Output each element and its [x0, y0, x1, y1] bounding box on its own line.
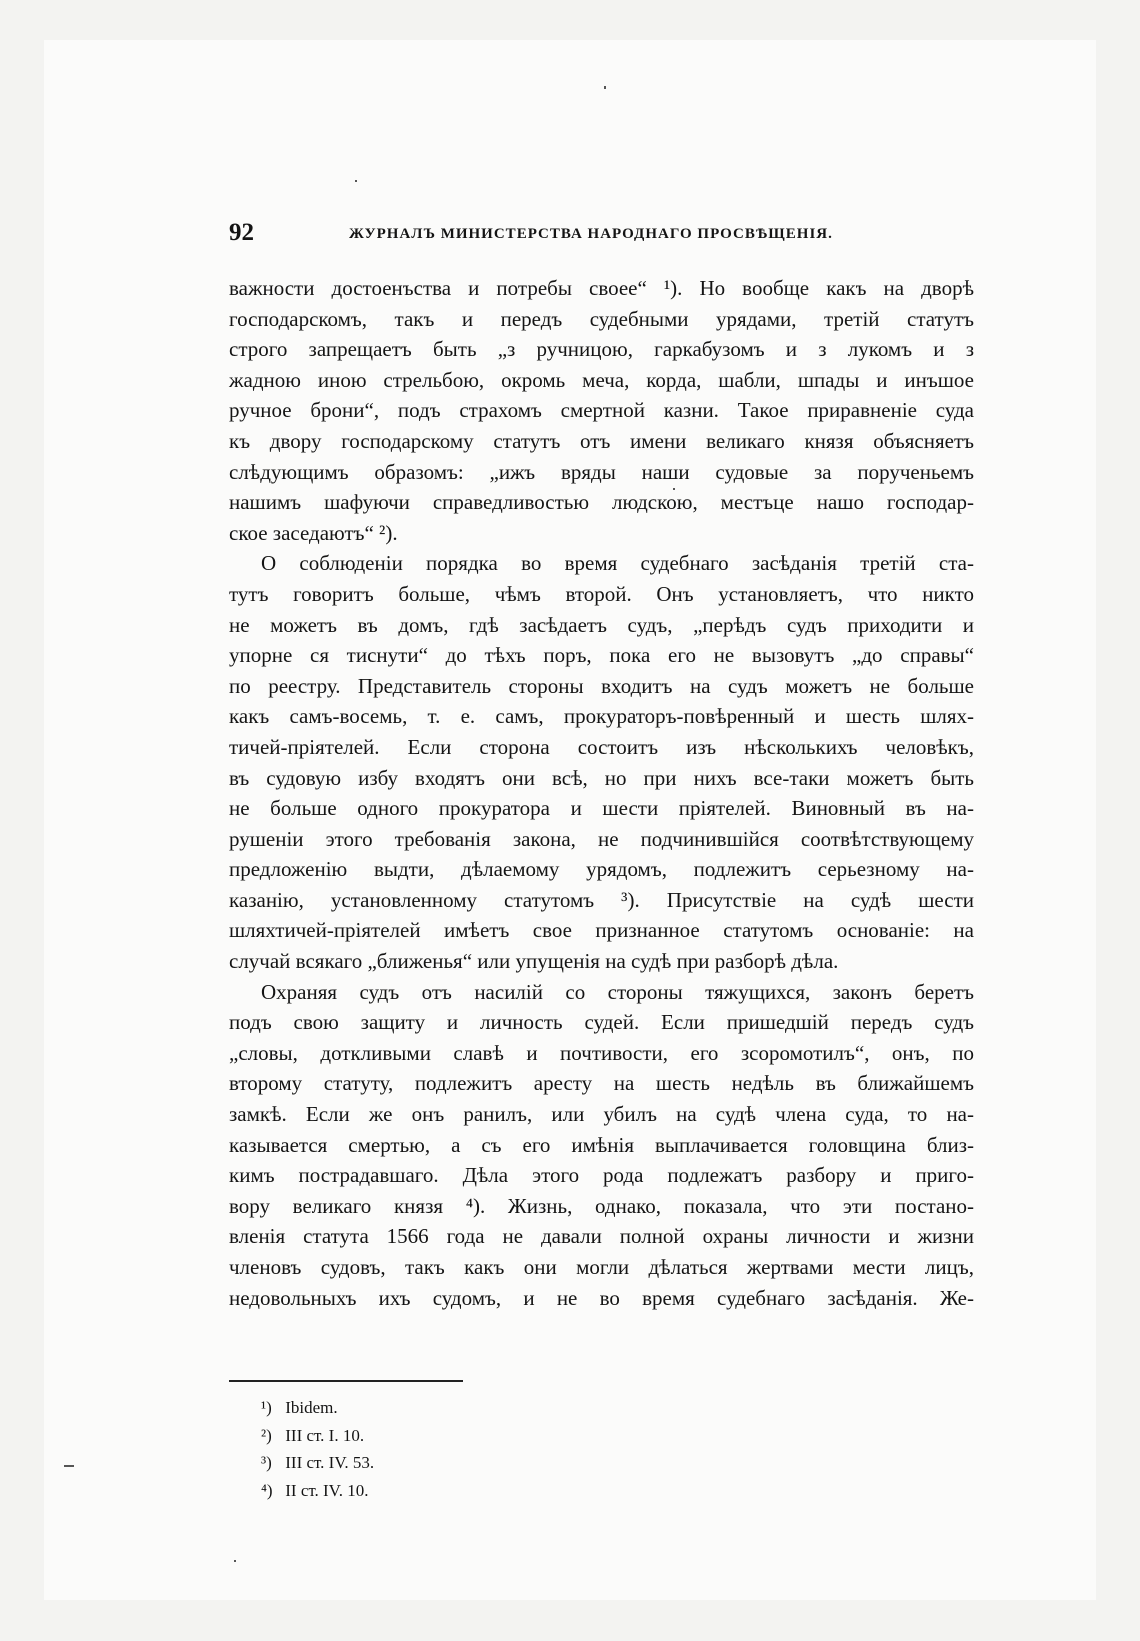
footnote-item — [261, 1394, 374, 1422]
text-line: рушеніи этого требованія закона, не подчинившійся соотвѣтствующему — [229, 826, 974, 851]
text-line: шляхтичей-пріятелей имѣетъ свое признанное статутомъ основаніе: на — [229, 918, 974, 943]
text-line: господарскомъ, такъ и передъ судебными урядами, третій статутъ — [229, 306, 974, 331]
page-header — [229, 218, 974, 254]
footnote-text: III ст. I. 10. — [285, 1425, 365, 1445]
text-line: тичей-пріятелей. Если сторона состоитъ изъ нѣсколькихъ человѣкъ, — [229, 734, 974, 759]
footnote-text: II ст. IV. 10. — [285, 1480, 369, 1500]
text-line: второму статуту, подлежитъ аресту на шесть недѣль въ ближайшемъ — [229, 1071, 974, 1096]
footnote-divider — [229, 1380, 463, 1382]
footnote-item — [261, 1477, 374, 1505]
footnotes — [261, 1394, 374, 1504]
footnote-text: Ibidem. — [285, 1398, 338, 1417]
text-line: къ двору господарскому статутъ отъ имени великаго князя объясняетъ — [229, 428, 974, 453]
footnote-mark: ³) — [261, 1453, 272, 1472]
text-line: какъ самъ-восемь, т. е. самъ, прокураторъ-повѣренный и шесть шлях- — [229, 704, 974, 729]
footnote-mark: ⁴) — [261, 1480, 273, 1500]
body-text — [229, 273, 974, 1313]
text-line: случай всякаго „ближенья“ или упущенія на судѣ при разборѣ дѣла. — [229, 949, 839, 974]
text-line: О соблюденіи порядка во время судебнаго засѣданія третій ста- — [261, 551, 974, 576]
text-line: казанію, установленному статутомъ ³). Присутствіе на судѣ шести — [229, 887, 974, 912]
scan-speck — [604, 86, 606, 89]
text-line: ское заседаютъ“ ²). — [229, 520, 398, 545]
footnote-item — [261, 1449, 374, 1477]
text-line: жадною иною стрельбою, окромь меча, корда, шабли, шпады и инъшое — [229, 367, 974, 392]
text-line: строго запрещаетъ быть „з ручницою, гаркабузомъ и з лукомъ и з — [229, 337, 974, 362]
text-line: замкѣ. Если же онъ ранилъ, или убилъ на судѣ члена суда, то на- — [229, 1102, 974, 1127]
text-line: не больше одного прокуратора и шести пріятелей. Виновный въ на- — [229, 796, 974, 821]
text-line: казывается смертью, а съ его имѣнія выплачивается головщина близ- — [229, 1132, 974, 1157]
text-line: подъ свою защиту и личность судей. Если пришедшій передъ судъ — [229, 1010, 974, 1035]
text-line: вору великаго князя ⁴). Жизнь, однако, показала, что эти постано- — [229, 1193, 974, 1218]
text-line: членовъ судовъ, такъ какъ они могли дѣлаться жертвами мести лицъ, — [229, 1255, 974, 1279]
text-line: въ судовую избу входятъ они всѣ, но при нихъ все-таки можетъ быть — [229, 765, 974, 790]
text-line: вленія статута 1566 года не давали полной охраны личности и жизни — [229, 1224, 974, 1249]
text-line: по реестру. Представитель стороны входитъ на судъ можетъ не больше — [229, 673, 974, 698]
scan-speck — [64, 1465, 74, 1467]
footnote-text: III ст. IV. 53. — [285, 1453, 375, 1472]
text-line: тутъ говоритъ больше, чѣмъ второй. Онъ установляетъ, что никто — [229, 581, 974, 606]
footnote-mark: ²) — [261, 1425, 272, 1445]
scan-speck — [355, 180, 357, 182]
text-line: предложенію выдти, дѣлаемому урядомъ, подлежитъ серьезному на- — [229, 857, 974, 882]
text-line: слѣдующимъ образомъ: „ижъ вряды наши судовые за порученьемъ — [229, 459, 974, 484]
text-line: ручное брони“, подъ страхомъ смертной казни. Такое приравненіе суда — [229, 398, 974, 423]
text-line: нашимъ шафуючи справедливостью людскою, местъце нашо господар- — [229, 490, 974, 515]
running-title: ЖУРНАЛЪ МИНИСТЕРСТВА НАРОДНАГО ПРОСВѢЩЕНІЯ. — [349, 226, 833, 242]
text-line: Охраняя судъ отъ насилій со стороны тяжущихся, законъ беретъ — [261, 979, 974, 1004]
page-number: 92 — [229, 219, 254, 246]
text-line: важности достоенъства и потребы своее“ ¹). Но вообще какъ на дворѣ — [229, 276, 974, 300]
text-line: кимъ пострадавшаго. Дѣла этого рода подлежатъ разбору и приго- — [229, 1163, 974, 1188]
footnote-mark: ¹) — [261, 1398, 272, 1417]
text-line: не можетъ въ домъ, гдѣ засѣдаетъ судъ, „перѣдъ судъ приходити и — [229, 612, 974, 637]
scan-speck — [234, 1560, 236, 1562]
text-line: „словы, доткливыми славѣ и почтивости, его зсоромотилъ“, онъ, по — [229, 1040, 974, 1065]
text-line: недовольныхъ ихъ судомъ, и не во время судебнаго засѣданія. Же- — [229, 1285, 974, 1310]
footnote-item — [261, 1422, 374, 1450]
text-line: упорне ся тиснути“ до тѣхъ поръ, пока его не вызовутъ „до справы“ — [229, 643, 974, 668]
